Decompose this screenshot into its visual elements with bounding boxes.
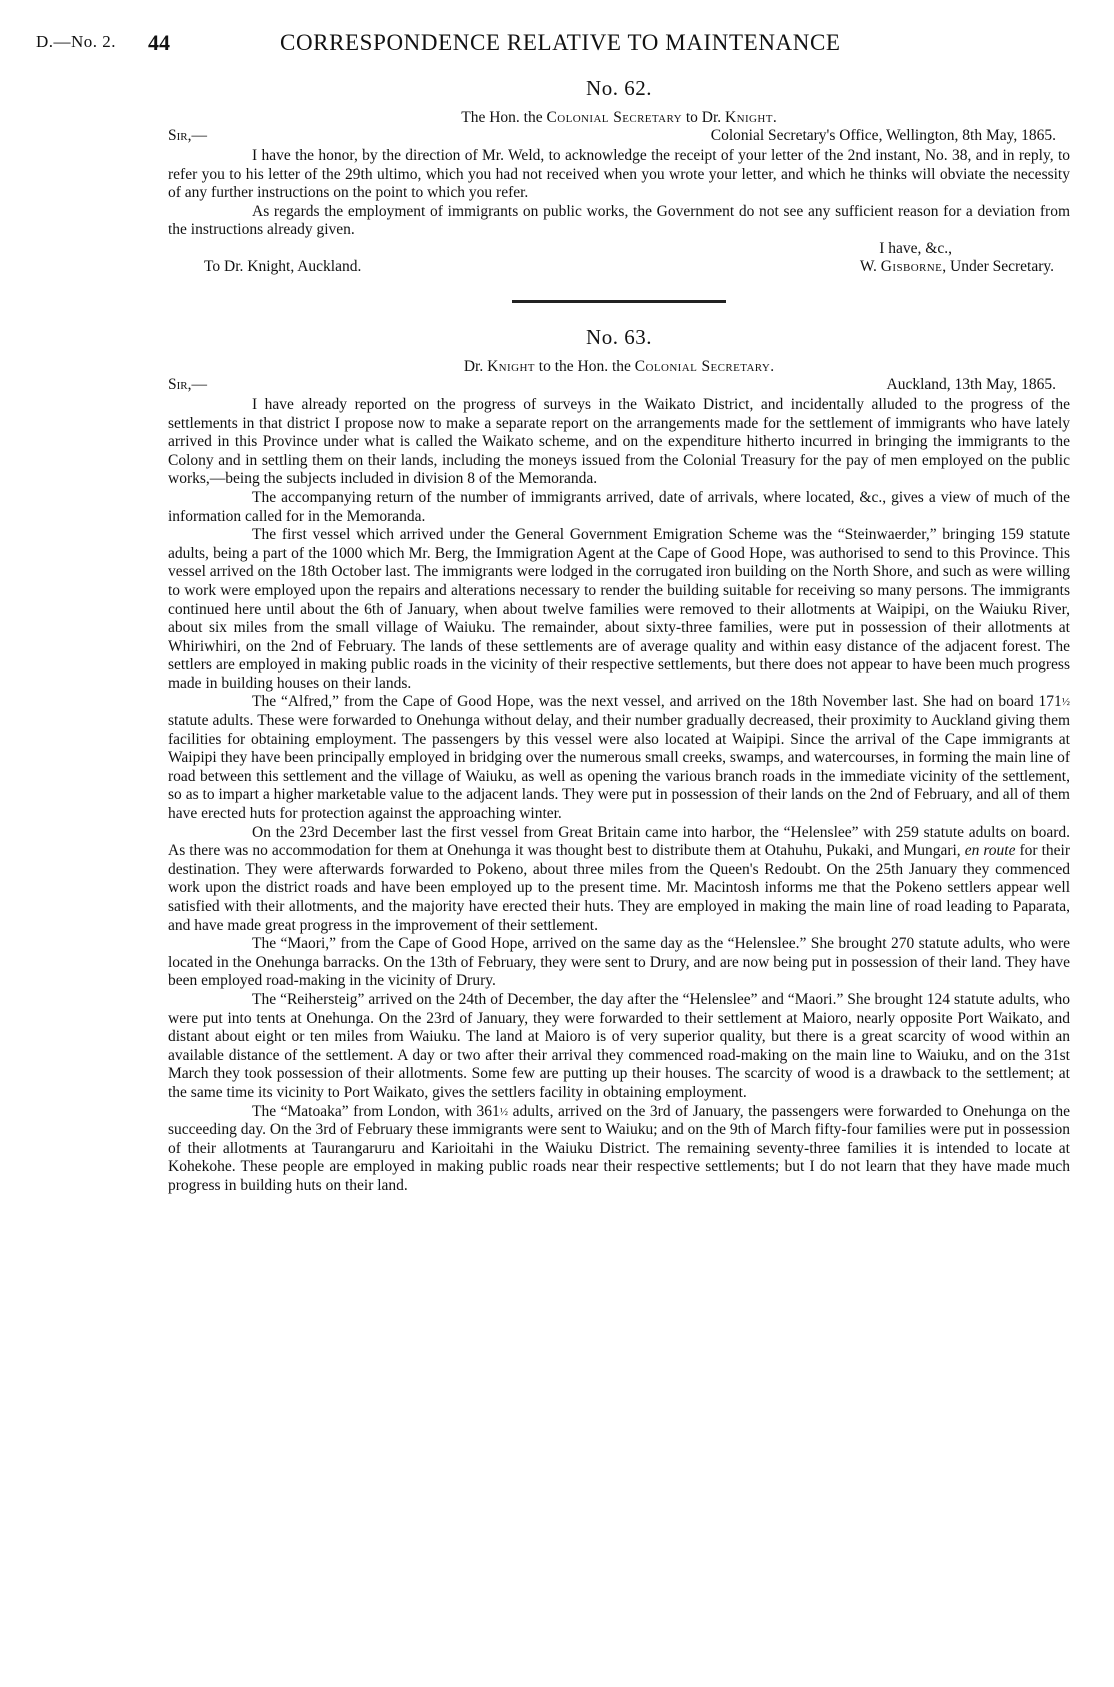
paragraph	[168, 1103, 1070, 1196]
paragraph-text: adults, arrived on the 3rd of January, the passengers were forwarded to Onehunga on the succeeding day. On the 3rd of February these immigrants were sent to Waiuku; and on the 9th of March fifty-four families were put in possession of their allotments at Taurangaruru and Karioitahi in the Waiuku District. The remaining seventy-three families it is intended to locate at Kohekohe. These people are employed in making public roads near their respective settlements; but I do not learn that they have made much progress in building huts on their land.	[168, 1102, 1070, 1194]
document-reference: D.—No. 2.	[36, 32, 117, 51]
from-to-suffix: .	[770, 357, 775, 375]
addressee: To Dr. Knight, Auckland.	[204, 257, 362, 275]
paragraph-text: On the 23rd December last the first vessel from Great Britain came into harbor, the “Helenslee” with 259 statute adults on board. As there was no accommodation for them at Onehunga it was thought best to distribute them at Otahuhu, Pukaki, and Mungari,	[168, 823, 1070, 860]
letter-recipient: Colonial Secretary	[634, 357, 771, 375]
fraction: ½	[1061, 696, 1070, 709]
running-title: CORRESPONDENCE RELATIVE TO MAINTENANCE	[280, 30, 841, 55]
page-content	[168, 76, 1070, 1196]
signature-line	[168, 258, 1070, 280]
salutation-line	[168, 376, 1070, 396]
fraction: ½	[499, 1105, 509, 1118]
signature-initial: W.	[859, 257, 881, 275]
salutation: Sir,—	[168, 127, 207, 144]
dateline: Auckland, 13th May, 1865.	[886, 375, 1056, 393]
paragraph: I have the honor, by the direction of Mr. Weld, to acknowledge the receipt of your letter of the 2nd instant, No. 38, and in reply, to refer you to his letter of the 29th ultimo, which you had not received when you wrote your letter, and which he thinks will obviate the necessity of any further instructions on the point to which you refer.	[168, 147, 1070, 202]
from-to-prefix: Dr.	[463, 357, 488, 375]
paragraph: The first vessel which arrived under the General Government Emigration Scheme was the “Steinwaerder,” bringing 159 statute adults, being a part of the 1000 which Mr. Berg, the Immigration Agent at the Cape of Good Hope, was authorised to send to this Province. This vessel arrived on the 18th October last. The immigrants were lodged in the corrugated iron building on the North Shore, and such as were willing to work were employed upon the repairs and alterations necessary to render the building suitable for receiving so many persons. The immigrants continued here until about the 6th of January, when about twelve families were removed to their allotments at Waipipi, on the Waiuku River, about six miles from the small village of Waiuku. The remainder, about sixty-three families, were put in possession of their allotments at Whiriwhiri, on the 2nd of February. The lands of these settlements are of average quality and within easy distance of the adjacent forest. The settlers are employed in making public roads in the vicinity of their respective settlements, but there does not appear to have been much progress made in building houses on their lands.	[168, 526, 1070, 692]
salutation: Sir,—	[168, 375, 207, 393]
paragraph	[168, 693, 1070, 823]
letter-63	[168, 325, 1070, 1196]
dateline: Colonial Secretary's Office, Wellington, 8th May, 1865.	[710, 127, 1056, 144]
from-to-connector: to the Hon. the	[534, 357, 635, 375]
from-to-connector: to Dr.	[681, 109, 726, 126]
paragraph-text: statute adults. These were forwarded to Onehunga without delay, and their number gradually decreased, their proximity to Auckland giving them facilities for obtaining employment. The passengers by this vessel were also located at Waipipi. Since the arrival of the Cape immigrants at Waipipi they have been principally employed in bridging over the numerous small creeks, swamps, and watercourses, in forming the main line of road between this settlement and the village of Waiuku, as well as opening the various branch roads in the immediate vicinity of the settlement, so as to impart a higher marketable value to the adjacent lands. They were put in possession of their lands on the 2nd of February, and all of them have erected huts for protection against the approaching winter.	[168, 712, 1070, 823]
italic-phrase: en route	[964, 842, 1016, 860]
paragraph: The accompanying return of the number of immigrants arrived, date of arrivals, where located, &c., gives a view of much of the information called for in the Memoranda.	[168, 488, 1070, 525]
paragraph-text: for their destination. They were afterwards forwarded to Pokeno, about three miles from the Queen's Redoubt. On the 25th January they commenced work upon the district roads and have been employed up to the present time. Mr. Macintosh informs me that the Pokeno settlers appear well satisfied with their allotments, and the majority have erected their huts. They are employed in making the main line of road leading to Paparata, and have made great progress in the improvement of their settlement.	[168, 842, 1070, 934]
paragraph-text: The “Matoaka” from London, with 361	[252, 1102, 500, 1120]
signature-title: , Under Secretary.	[942, 257, 1054, 275]
from-to-prefix: The Hon. the	[461, 109, 547, 126]
letter-62	[168, 76, 1070, 280]
closing: I have, &c.,	[879, 239, 952, 257]
letter-number: No. 63.	[586, 324, 652, 349]
page-number: 44	[148, 30, 170, 55]
letter-sender: Knight	[487, 357, 535, 375]
salutation-line	[168, 127, 1070, 147]
from-to-suffix: .	[772, 109, 777, 126]
section-divider	[512, 300, 726, 303]
signature	[860, 258, 1054, 276]
letter-recipient: Knight	[725, 109, 773, 126]
paragraph: As regards the employment of immigrants on public works, the Government do not see any sufficient reason for a deviation from the instructions already given.	[168, 202, 1070, 239]
paragraph: The “Reihersteig” arrived on the 24th of December, the day after the “Helenslee” and “Maori.” She brought 124 statute adults, who were put into tents at Onehunga. On the 23rd of January, they were forwarded to their settlement at Maioro, nearly opposite Port Waikato, and distant about eight or ten miles from Waiuku. The land at Maioro is of very superior quality, but there is a great scarcity of wood within an available distance of the settlement. A day or two after their arrival they commenced road-making on the main line to Waiuku, and on the 31st March they took possession of their allotments. Some few are putting up their houses. The scarcity of wood is a drawback to the settlement; at the same time its vicinity to Port Waikato, gives the settlers facility in obtaining employment.	[168, 990, 1070, 1101]
letter-from-to	[168, 109, 1070, 127]
running-header	[36, 30, 1080, 60]
letter-number: No. 62.	[586, 76, 652, 100]
paragraph: I have already reported on the progress of surveys in the Waikato District, and incidentally alluded to the progress of the settlements in that district I propose now to make a separate report on the arrangements made for the settlement of immigrants who have lately arrived in this Province under what is called the Waikato scheme, and on the expenditure hitherto incurred in bringing the immigrants to the Colony and in settling them on their lands, including the moneys issued from the Colonial Treasury for the pay of men employed on the public works,—being the subjects included in division 8 of the Memoranda.	[168, 395, 1070, 488]
paragraph	[168, 824, 1070, 936]
signature-name: Gisborne	[880, 257, 943, 275]
letter-sender: Colonial Secretary	[546, 109, 682, 126]
paragraph: The “Maori,” from the Cape of Good Hope, arrived on the same day as the “Helenslee.” She brought 270 statute adults, who were located in the Onehunga barracks. On the 13th of February, they were sent to Drury, and are now being put in possession of their land. They have been employed road-making in the vicinity of Drury.	[168, 935, 1070, 990]
paragraph-text: The “Alfred,” from the Cape of Good Hope, was the next vessel, and arrived on the 18th November last. She had on board 171	[252, 693, 1062, 711]
letter-from-to	[168, 358, 1070, 376]
